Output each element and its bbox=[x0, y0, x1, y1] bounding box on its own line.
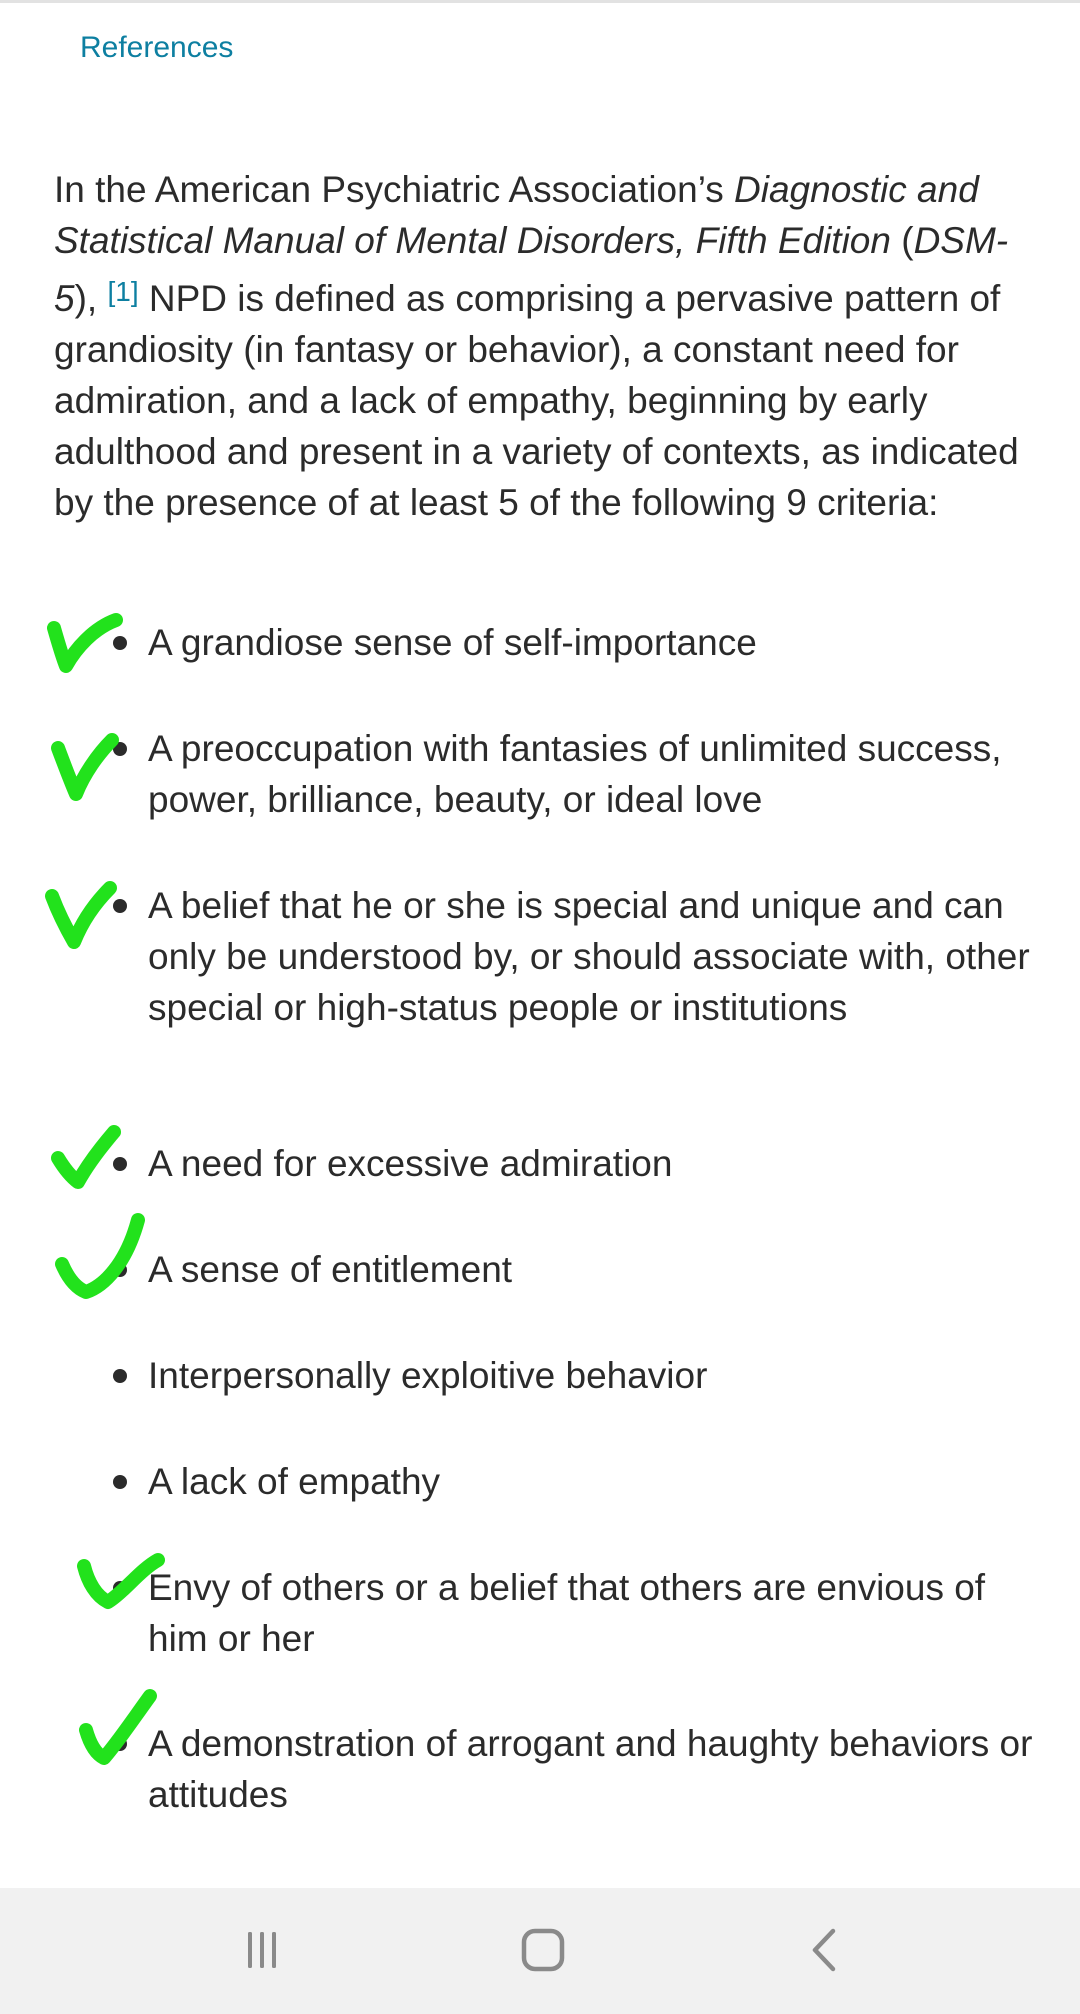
references-link[interactable]: References bbox=[80, 31, 234, 64]
criterion-text: Envy of others or a belief that others are envious of him or her bbox=[148, 1567, 986, 1659]
paren-close: ), bbox=[74, 278, 108, 319]
criterion-text: A demonstration of arrogant and haughty behaviors or attitudes bbox=[148, 1723, 1033, 1815]
system-navigation-bar bbox=[0, 1888, 1080, 2014]
criterion-text: A belief that he or she is special and unique and can only be understood by, or should associate with, other special or high-status people or institutions bbox=[148, 885, 1030, 1028]
checkmark-icon bbox=[50, 730, 120, 802]
list-item bbox=[148, 1562, 1038, 1664]
intro-text-after: NPD is defined as comprising a pervasive pattern of grandiosity (in fantasy or behavior), a constant need for admiration, and a lack of empathy, beginning by early adulthood and present in a variety of contexts, as indicated by the presence of at least 5 of the following 9 criteria: bbox=[54, 278, 1019, 523]
criterion-text: A lack of empathy bbox=[148, 1461, 441, 1502]
recent-apps-icon bbox=[240, 1928, 284, 1972]
bullet-dot bbox=[113, 1369, 127, 1383]
criterion-text: A grandiose sense of self-importance bbox=[148, 622, 757, 663]
checkmark-icon bbox=[50, 1124, 122, 1192]
criterion-text: A preoccupation with fantasies of unlimited success, power, brilliance, beauty, or ideal love bbox=[148, 728, 1002, 820]
list-item bbox=[148, 1244, 1038, 1295]
manual-title: Diagnostic and Statistical Manual of Mental Disorders, Fifth Edition bbox=[54, 169, 979, 261]
checkmark-icon bbox=[74, 1548, 170, 1614]
criterion-text: Interpersonally exploitive behavior bbox=[148, 1355, 708, 1396]
paren-open: ( bbox=[890, 220, 914, 261]
list-item bbox=[148, 1718, 1038, 1820]
list-item bbox=[148, 617, 1038, 668]
checkmark-icon bbox=[52, 1208, 148, 1304]
citation-link[interactable]: [1] bbox=[107, 276, 139, 307]
home-button[interactable] bbox=[498, 1914, 588, 1986]
manual-abbreviation: DSM-5 bbox=[54, 220, 1009, 319]
checkmark-icon bbox=[46, 606, 124, 672]
list-item bbox=[148, 1138, 1038, 1189]
bullet-dot bbox=[113, 1475, 127, 1489]
back-button[interactable] bbox=[780, 1914, 870, 1986]
home-icon bbox=[520, 1927, 566, 1973]
criterion-text: A need for excessive admiration bbox=[148, 1143, 673, 1184]
checkmark-icon bbox=[44, 880, 120, 952]
list-item bbox=[148, 880, 1038, 1033]
recent-apps-button[interactable] bbox=[217, 1914, 307, 1986]
intro-text-before: In the American Psychiatric Association’s bbox=[54, 169, 735, 210]
list-item bbox=[148, 723, 1038, 825]
checkmark-icon bbox=[78, 1686, 162, 1770]
list-item bbox=[148, 1350, 1038, 1401]
list-item bbox=[148, 1456, 1038, 1507]
back-icon bbox=[805, 1927, 845, 1973]
criterion-text: A sense of entitlement bbox=[148, 1249, 513, 1290]
